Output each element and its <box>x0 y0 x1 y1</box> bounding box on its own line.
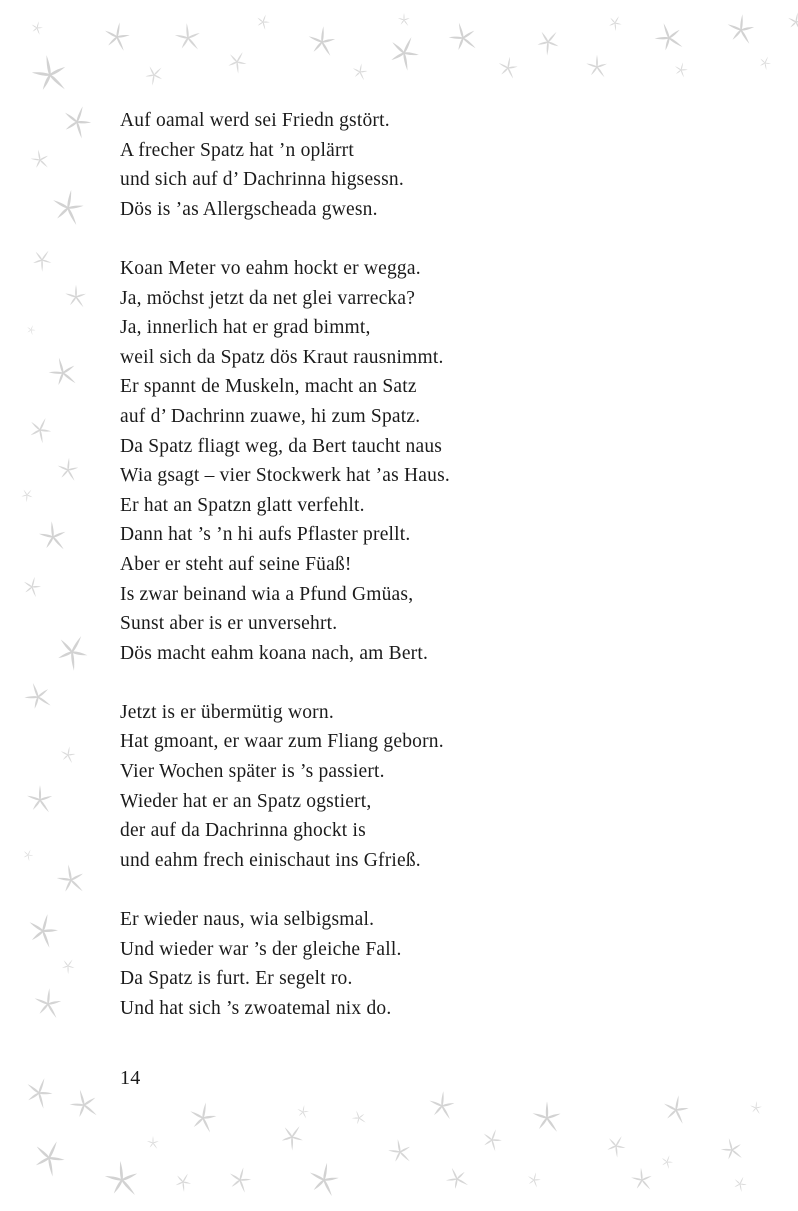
poem-line: Dös macht eahm koana nach, am Bert. <box>120 642 429 664</box>
star-icon <box>656 1090 695 1129</box>
poem-stanza <box>120 106 450 224</box>
poem-line: Dann hat ’s ’n hi aufs Pflaster prellt. <box>120 524 411 546</box>
star-icon <box>747 1099 764 1116</box>
poem-stanza <box>120 905 450 1023</box>
star-icon <box>377 26 430 79</box>
star-icon <box>438 1160 475 1197</box>
poem-line: Er spannt de Muskeln, macht an Satz <box>120 376 417 398</box>
star-icon <box>627 1165 657 1195</box>
poem-line: A frecher Spatz hat ’n oplärrt <box>120 139 354 161</box>
star-icon <box>657 1152 678 1173</box>
poem-line: weil sich da Spatz dös Kraut rausnimmt. <box>120 346 444 368</box>
poem-line: und eahm frech einischaut ins Gfrieß. <box>120 849 421 871</box>
poem-line: Da Spatz fliagt weg, da Bert taucht naus <box>120 435 443 457</box>
star-icon <box>137 58 171 92</box>
star-icon <box>182 1097 224 1139</box>
poem-line: Und hat sich ’s zwoatemal nix do. <box>120 997 392 1019</box>
star-icon <box>294 1103 313 1122</box>
poem-line: Koan Meter vo eahm hockt er wegga. <box>120 257 421 279</box>
star-icon <box>528 1099 566 1137</box>
star-icon <box>168 1167 198 1197</box>
star-icon <box>16 1070 62 1116</box>
poem-line: Wieder hat er an Spatz ogstiert, <box>120 790 372 812</box>
star-icon <box>20 410 60 450</box>
star-icon <box>170 20 207 57</box>
poem-stanza <box>120 698 450 876</box>
poem-line: der auf da Dachrinna ghockt is <box>120 820 366 842</box>
star-icon <box>222 1162 259 1199</box>
star-icon <box>603 11 628 36</box>
poem-line: Er wieder naus, wia selbigsmal. <box>120 909 375 931</box>
star-icon <box>27 18 47 38</box>
star-icon <box>21 1130 77 1186</box>
poem-line: Hat gmoant, er waar zum Fliang geborn. <box>120 731 444 753</box>
star-icon <box>19 846 38 865</box>
star-icon <box>219 44 255 80</box>
poem-line: und sich auf d’ Dachrinna higsessn. <box>120 169 404 191</box>
star-icon <box>251 10 274 33</box>
star-icon <box>728 1172 752 1196</box>
poem-line: Er hat an Spatzn glatt verfehlt. <box>120 494 365 516</box>
poem-line: Aber er steht auf seine Füaß! <box>120 553 352 575</box>
star-icon <box>721 10 760 49</box>
star-icon <box>348 60 371 83</box>
star-icon <box>424 1088 461 1125</box>
star-icon <box>43 623 100 680</box>
star-icon <box>23 783 57 817</box>
poem-line: Vier Wochen später is ’s passiert. <box>120 761 385 783</box>
star-icon <box>670 59 692 81</box>
star-icon <box>493 53 523 83</box>
star-icon <box>16 484 39 507</box>
star-icon <box>715 1133 749 1167</box>
star-icon <box>441 16 485 60</box>
star-icon <box>28 984 67 1023</box>
star-icon <box>475 1123 508 1156</box>
poem-line: Is zwar beinand wia a Pfund Gmüas, <box>120 583 414 605</box>
star-icon <box>62 1083 106 1127</box>
star-icon <box>53 455 83 485</box>
star-icon <box>583 53 611 81</box>
star-icon <box>527 21 569 63</box>
poem-line: Da Spatz is furt. Er segelt ro. <box>120 968 353 990</box>
star-icon <box>24 242 60 278</box>
star-icon <box>646 15 692 61</box>
star-icon <box>56 743 79 766</box>
star-icon <box>26 146 54 174</box>
star-icon <box>41 351 85 395</box>
poem-line: Ja, innerlich hat er grad bimmt, <box>120 317 371 339</box>
star-icon <box>23 48 76 101</box>
poem-line: Jetzt is er übermütig worn. <box>120 701 334 723</box>
poem-line: Sunst aber is er unversehrt. <box>120 613 338 635</box>
star-icon <box>19 907 68 956</box>
star-icon <box>145 1135 161 1151</box>
star-icon <box>347 1106 370 1129</box>
star-icon <box>44 184 93 233</box>
poem-line: Auf oamal werd sei Friedn gstört. <box>120 110 390 131</box>
star-icon <box>16 675 60 719</box>
star-icon <box>17 572 46 601</box>
star-icon <box>302 22 341 61</box>
star-icon <box>55 953 80 978</box>
star-icon <box>23 322 38 337</box>
poem-line: Ja, möchst jetzt da net glei varrecka? <box>120 287 416 309</box>
star-icon <box>301 1157 347 1203</box>
star-icon <box>271 1116 313 1158</box>
star-icon <box>396 12 412 28</box>
poem-line: auf d’ Dachrinn zuawe, hi zum Spatz. <box>120 405 421 427</box>
star-icon <box>33 517 72 556</box>
star-icon <box>754 52 775 73</box>
star-icon <box>523 1169 545 1191</box>
poem-stanza <box>120 254 450 668</box>
poem-line: Dös is ’as Allergscheada gwesn. <box>120 198 378 220</box>
star-icon <box>53 98 102 147</box>
star-icon <box>383 1135 418 1170</box>
star-icon <box>98 1156 146 1204</box>
star-icon <box>783 9 798 34</box>
star-icon <box>97 17 136 56</box>
poem-line: Wia gsagt – vier Stockwerk hat ’as Haus. <box>120 465 450 487</box>
poem-line: Und wieder war ’s der gleiche Fall. <box>120 938 402 960</box>
star-icon <box>62 283 90 311</box>
star-icon <box>50 859 92 901</box>
star-icon <box>598 1128 634 1164</box>
poem <box>120 106 450 1053</box>
page-number: 14 <box>120 1067 141 1089</box>
